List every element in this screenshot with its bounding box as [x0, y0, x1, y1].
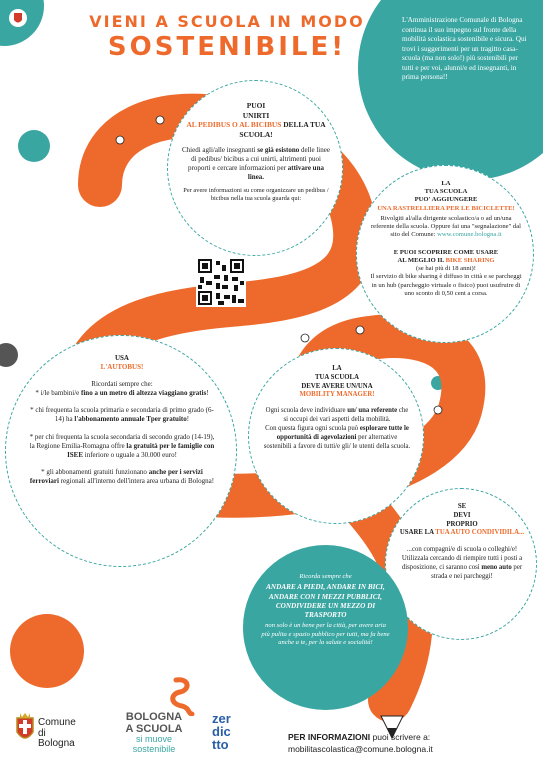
autobus-p3a: * per chi frequenta la scuola secondaria di secondo grado (14-19), la Regione Emilia-Romagna offre	[29, 432, 215, 450]
auto-heading-2: DEVI	[453, 511, 471, 519]
auto-heading-4: USARE LA	[399, 529, 436, 537]
teal-dot-left	[18, 130, 50, 162]
mobility-heading-4: MOBILITY MANAGER!	[299, 391, 375, 399]
autobus-p3c: inferiore o uguale a 30.000 euro!	[83, 450, 177, 459]
bas-line-4: sostenibile	[132, 743, 176, 754]
auto-p1: ...con compagni/e di scuola o colleghi/e!	[406, 546, 518, 554]
mobility-bubble	[248, 348, 424, 524]
autobus-p4a: * gli abbonamenti gratuiti funzionano	[41, 467, 149, 476]
rastrelliera-heading-2: TUA SCUOLA	[424, 188, 468, 196]
autobus-heading-2: L'AUTOBUS!	[100, 363, 144, 372]
autobus-p2c: !	[186, 415, 190, 424]
bikesharing-heading-2: AL MEGLIO IL	[397, 256, 446, 264]
ricorda-intro: Ricorda sempre che	[299, 573, 352, 580]
bas-line-3: si muove	[135, 734, 172, 745]
rastrelliera-bubble	[356, 165, 534, 343]
autobus-bubble	[5, 335, 237, 567]
qr-code[interactable]	[196, 257, 246, 307]
autobus-p2b: l'abbonamento annuale Tper gratuito	[74, 415, 187, 424]
pedibus-body-c: delle linee di pedibus/ bicibus a cui unirti, altrimenti puoi proporti e cercare informazioni per	[188, 145, 330, 172]
mobility-p2c: per alternative sostenibili a favore di tutti/e gli/ le utenti della scuola.	[263, 433, 411, 450]
bologna-a-scuola-logo	[112, 712, 196, 762]
page-title-line1: VIENI A SCUOLA IN MODO	[89, 12, 365, 31]
pedibus-heading-1: PUOI	[246, 101, 266, 110]
comune-crest-icon-top	[9, 9, 27, 27]
auto-heading-5: TUA AUTO CONDIVIDILA...	[435, 529, 525, 537]
auto-heading-3: PROPRIO	[446, 520, 478, 528]
orange-circle-bottom-left	[10, 614, 84, 688]
comune-name-1: Comune	[38, 717, 76, 728]
mobility-p1c: che si occupi dei vari aspetti della mobilità.	[283, 407, 409, 424]
auto-p2b: meno auto	[481, 563, 512, 571]
auto-p2c: per strada e nei parcheggi!	[431, 563, 523, 580]
autobus-intro: Ricordati sempre che:	[91, 380, 153, 389]
autobus-p1c: !	[206, 389, 209, 398]
contact-email-link[interactable]: mobilitascolastica@comune.bologna.it	[288, 743, 433, 754]
mobility-heading-1: LA	[332, 365, 342, 372]
pedibus-heading-2: UNIRTI	[242, 110, 270, 120]
autobus-p2a: * chi frequenta la scuola primaria e secondaria di primo grado (6-14) ha	[30, 406, 214, 424]
pedibus-body-d: attivare una linea.	[247, 163, 324, 181]
zero-line-2: dic	[212, 724, 231, 739]
autobus-p4c: regionali all'interno dell'intera area urbana di Bologna!	[58, 476, 215, 485]
ricorda-body: non solo è un bene per la città, per avere aria più pulita e spazio pubblico per tutti, ma fa bene anche a te, per la salute e socialità!	[261, 622, 390, 647]
comune-crest-icon	[14, 712, 36, 746]
mobility-p2b: esplorare tutte le opportunità di agevolazioni	[276, 424, 409, 441]
bikesharing-heading-1: E PUOI SCOPRIRE COME USARE	[393, 248, 499, 256]
pedibus-body-a: Chiedi agli/alle insegnanti	[182, 145, 258, 154]
auto-bubble	[385, 488, 537, 640]
autobus-p4b: anche per i servizi ferroviari	[29, 467, 203, 485]
ricorda-highlight: ANDARE A PIEDI, ANDARE IN BICI, ANDARE CON I MEZZI PUBBLICI, CONDIVIDERE UN MEZZO DI TRASPORTO	[266, 583, 385, 620]
bikesharing-heading-3: BIKE SHARING	[445, 256, 495, 264]
mobility-heading-2: TUA SCUOLA	[314, 373, 359, 381]
rastrelliera-heading-3: PUO' AGGIUNGERE	[414, 196, 478, 204]
autobus-heading-1: USA	[114, 354, 129, 362]
pedibus-heading-3: AL PEDIBUS O AL BICIBUS	[186, 120, 282, 130]
pedibus-bubble	[167, 80, 343, 256]
zero-dicotto-logo	[212, 712, 252, 751]
autobus-p1a: * i/le bambini/e	[35, 389, 82, 398]
pedibus-body-b: se già esistono	[257, 145, 300, 154]
rastrelliera-heading-4: UNA RASTRELLIERA PER LE BICICLETTE!	[377, 204, 515, 212]
auto-heading-1: SE	[457, 503, 467, 510]
zero-line-1: zer	[212, 711, 231, 726]
auto-p2a: Utilizzala cercando di riempire tutti i posti a disposizione, ci saranno così	[401, 555, 523, 571]
rastrelliera-heading-1: LA	[441, 180, 451, 187]
comune-name-2: di Bologna	[38, 727, 75, 749]
autobus-p1b: fino a un metro di altezza viaggiano gratis	[81, 389, 207, 398]
info-label: PER INFORMAZIONI	[288, 732, 371, 742]
autobus-p3b: la gratuità per le famiglie con ISEE	[67, 441, 215, 459]
intro-text: L'Amministrazione Comunale di Bologna continua il suo impegno sul fronte della mobilità scolastica sostenibile e sicura. Qui trovi i suggerimenti per un tragitto casa-scuola (ma non solo!) più sostenibili per tutti e per voi, alunni/e ed insegnanti, in prima persona!!	[402, 16, 527, 81]
pedibus-qr-text: Per avere informazioni su come organizzare un pedibus / bicibus nella tua scuola guarda qui:	[183, 186, 329, 203]
footer-info	[288, 732, 538, 756]
bikesharing-body: Il servizio di bike sharing è diffuso in città e se parcheggi in un hub (parcheggio virtuale o fisico) puoi usufruire di uno sconto di 0,50 cent a corsa.	[370, 273, 522, 297]
pedibus-heading-4: DELLA TUA SCUOLA!	[239, 120, 326, 139]
comune-link[interactable]: www.comune.bologna.it	[437, 231, 502, 239]
bas-line-2: A SCUOLA	[125, 722, 183, 735]
ricorda-bubble	[243, 545, 408, 710]
zero-line-3: tto	[212, 737, 229, 752]
bas-line-1: BOLOGNA	[125, 711, 183, 723]
mobility-p2a: Con questa figura ogni scuola può	[265, 424, 360, 432]
mobility-p1b: un/ una referente	[347, 407, 398, 415]
squiggle-icon	[168, 676, 198, 716]
info-text: puoi scrivere a:	[370, 732, 431, 742]
page-title-line2: SOSTENIBILE!	[107, 32, 347, 62]
comune-logo	[14, 710, 84, 750]
bikesharing-age: (se hai più di 18 anni)!	[416, 265, 476, 273]
rastrelliera-body: Rivolgiti al/alla dirigente scolastico/a o ad un/una referente della scuola. Oppure fai una "segnalazione" dal sito del Comune:	[370, 214, 521, 239]
mobility-p1a: Ogni scuola deve individuare	[265, 407, 348, 415]
grey-dot-left	[0, 343, 18, 367]
mobility-heading-3: DEVE AVERE UN/UNA	[301, 382, 373, 390]
